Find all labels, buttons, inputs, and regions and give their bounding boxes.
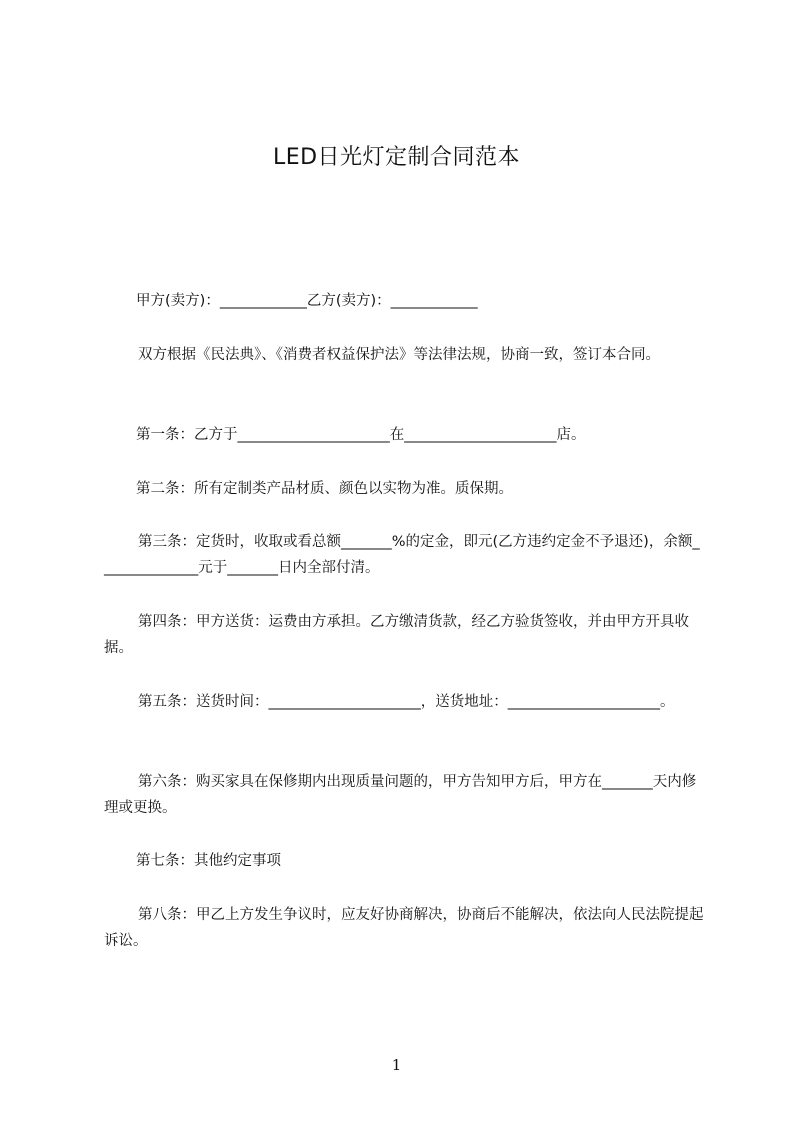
article-5: 第五条：送货时间：_____________________，送货地址：_____________________。 xyxy=(138,694,675,710)
article-2: 第二条：所有定制类产品材质、颜色以实物为准。质保期。 xyxy=(136,481,513,497)
article-1: 第一条：乙方于_____________________在_____________________店。 xyxy=(136,427,586,443)
article-8: 第八条：甲乙上方发生争议时，应友好协商解决，协商后不能解决，依法向人民法院提起诉讼。 xyxy=(104,907,704,949)
page-number: 1 xyxy=(391,1056,402,1074)
parties-line: 甲方(卖方)：____________乙方(卖方)：____________ xyxy=(136,293,478,309)
preamble-paragraph: 双方根据《民法典》、《消费者权益保护法》等法律法规，协商一致，签订本合同。 xyxy=(138,347,660,363)
article-7: 第七条：其他约定事项 xyxy=(136,853,281,869)
article-6: 第六条：购买家具在保修期内出现质量问题的，甲方告知甲方后，甲方在_______天内修理或更换。 xyxy=(104,774,697,816)
article-4: 第四条：甲方送货：运费由方承担。乙方缴清货款，经乙方验货签收，并由甲方开具收据。 xyxy=(104,614,689,656)
document-title: LED日光灯定制合同范本 xyxy=(272,145,521,170)
article-3: 第三条：定货时，收取或看总额_______%的定金，即元(乙方违约定金不予退还)，余额______________元于_______日内全部付清。 xyxy=(104,534,700,576)
